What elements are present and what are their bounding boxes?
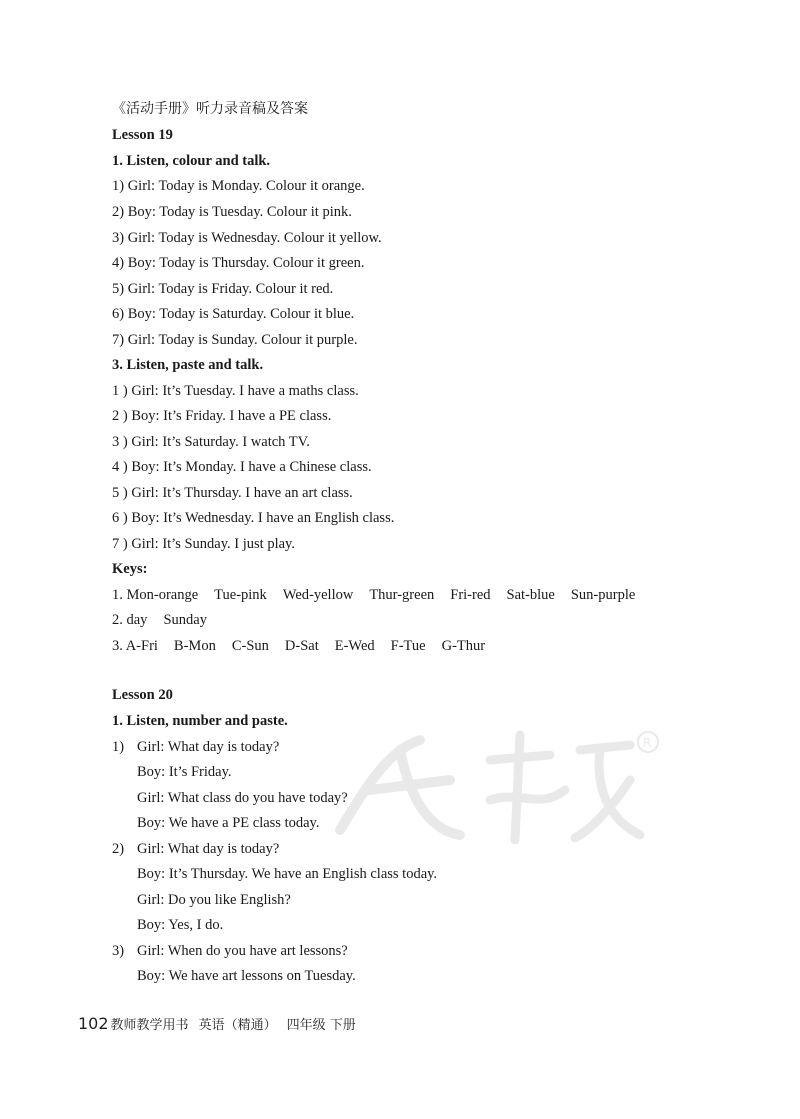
key-answer: Thur-green <box>369 587 435 603</box>
key-answer: Sun-purple <box>570 587 636 603</box>
dialogue-line: Girl: What day is today? <box>137 739 280 755</box>
dialogue-line: Boy: It’s Friday. <box>137 764 232 780</box>
l19-ex3-item: 4 ) Boy: It’s Monday. I have a Chinese class. <box>112 459 372 475</box>
l19-ex3-item: 6 ) Boy: It’s Wednesday. I have an English class. <box>112 510 395 526</box>
l19-ex1-item: 6) Boy: Today is Saturday. Colour it blue. <box>112 306 355 322</box>
dialogue-line: Girl: Do you like English? <box>137 892 291 908</box>
dialogue-line: Girl: What class do you have today? <box>137 790 348 806</box>
dialogue-line: Girl: When do you have art lessons? <box>137 943 348 959</box>
keys-row-3 <box>112 637 501 655</box>
key-answer: 2. day <box>112 612 148 628</box>
dialogue-number: 3) <box>112 943 125 959</box>
key-answer: C-Sun <box>231 638 269 654</box>
dialogue-line: Boy: Yes, I do. <box>137 917 224 933</box>
l19-ex3-item: 3 ) Girl: It’s Saturday. I watch TV. <box>112 434 310 450</box>
l19-ex3-item: 1 ) Girl: It’s Tuesday. I have a maths class. <box>112 383 359 399</box>
dialogue-line: Boy: It’s Thursday. We have an English class today. <box>137 866 438 882</box>
key-answer: Sat-blue <box>506 587 555 603</box>
footer-grade: 四年级 下册 <box>286 1018 356 1033</box>
l19-ex1-item: 7) Girl: Today is Sunday. Colour it purple. <box>112 332 358 348</box>
dialogue-line: Boy: We have art lessons on Tuesday. <box>137 968 356 984</box>
publisher-watermark-logo <box>330 720 660 850</box>
key-answer: F-Tue <box>390 638 426 654</box>
l19-ex3-item: 7 ) Girl: It’s Sunday. I just play. <box>112 536 295 552</box>
dialogue-number: 2) <box>112 841 125 857</box>
l19-ex3-item: 2 ) Boy: It’s Friday. I have a PE class. <box>112 408 332 424</box>
key-answer: E-Wed <box>334 638 375 654</box>
dialogue-line: Girl: What day is today? <box>137 841 280 857</box>
l19-ex1-item: 2) Boy: Today is Tuesday. Colour it pink. <box>112 204 352 220</box>
dialogue-number: 1) <box>112 739 125 755</box>
l19-ex1-item: 5) Girl: Today is Friday. Colour it red. <box>112 281 334 297</box>
l19-ex1-item: 1) Girl: Today is Monday. Colour it orange. <box>112 178 365 194</box>
footer-subject: 英语（精通） <box>198 1018 277 1033</box>
page-footer <box>78 1014 356 1033</box>
key-answer: Fri-red <box>450 587 491 603</box>
key-answer: G-Thur <box>441 638 486 654</box>
lesson-19-exercise-3-title: 3. Listen, paste and talk. <box>112 357 264 373</box>
footer-book-title: 教师教学用书 <box>110 1018 189 1033</box>
key-answer: 1. Mon-orange <box>112 587 199 603</box>
key-answer: Wed-yellow <box>282 587 354 603</box>
l19-ex1-item: 3) Girl: Today is Wednesday. Colour it yellow. <box>112 230 382 246</box>
l19-ex1-item: 4) Boy: Today is Thursday. Colour it green. <box>112 255 365 271</box>
l19-ex3-item: 5 ) Girl: It’s Thursday. I have an art class. <box>112 485 353 501</box>
lesson-20-exercise-1-title: 1. Listen, number and paste. <box>112 713 288 729</box>
key-answer: Tue-pink <box>214 587 267 603</box>
section-title: 《活动手册》听力录音稿及答案 <box>112 101 308 117</box>
keys-title: Keys: <box>112 561 148 577</box>
key-answer: Sunday <box>163 612 207 628</box>
svg-text:R: R <box>643 736 652 750</box>
dialogue-line: Boy: We have a PE class today. <box>137 815 320 831</box>
lesson-19-title: Lesson 19 <box>112 127 173 143</box>
lesson-20-title: Lesson 20 <box>112 687 173 703</box>
key-answer: 3. A-Fri <box>112 638 158 654</box>
key-answer: B-Mon <box>173 638 216 654</box>
page-number: 102 <box>78 1014 109 1033</box>
key-answer: D-Sat <box>284 638 319 654</box>
lesson-19-exercise-1-title: 1. Listen, colour and talk. <box>112 153 271 169</box>
keys-row-2 <box>112 611 223 629</box>
keys-row-1 <box>112 586 651 604</box>
